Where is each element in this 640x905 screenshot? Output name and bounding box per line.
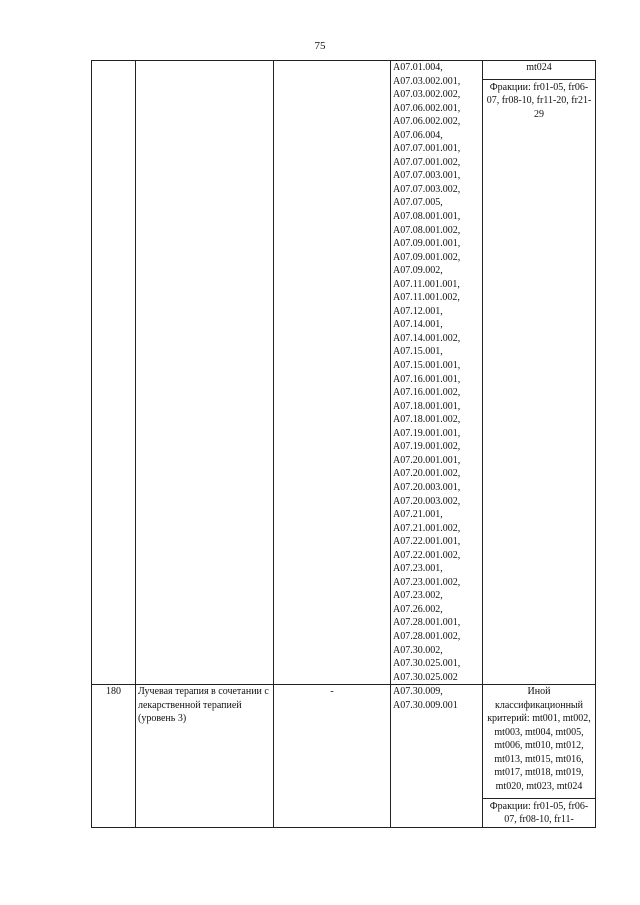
code-line: A07.22.001.001, bbox=[393, 536, 461, 548]
page-number: 75 bbox=[314, 40, 326, 52]
code-line: A07.06.004, bbox=[393, 129, 443, 141]
code-line: A07.15.001.001, bbox=[393, 360, 461, 372]
code-line: A07.23.001.002, bbox=[393, 576, 461, 588]
code-line: A07.09.001.002, bbox=[393, 251, 461, 263]
code-line: A07.08.001.001, bbox=[393, 211, 461, 223]
row-mnn: - bbox=[274, 685, 391, 827]
code-line: A07.21.001.002, bbox=[393, 522, 461, 534]
code-line: A07.20.003.002, bbox=[393, 495, 461, 507]
code-line: A07.06.002.002, bbox=[393, 116, 461, 128]
code-line: A07.18.001.001, bbox=[393, 400, 461, 412]
code-line: A07.03.002.001, bbox=[393, 75, 461, 87]
code-line: A07.19.001.002, bbox=[393, 441, 461, 453]
code-line: A07.28.001.002, bbox=[393, 630, 461, 642]
code-line: A07.30.009, bbox=[393, 686, 443, 698]
code-line: A07.09.001.001, bbox=[393, 238, 461, 250]
code-line: A07.20.001.002, bbox=[393, 468, 461, 480]
code-line: A07.14.001, bbox=[393, 319, 443, 331]
code-line: A07.20.001.001, bbox=[393, 454, 461, 466]
row-name: Лучевая терапия в сочетании с лекарственной терапией (уровень 3) bbox=[136, 685, 274, 827]
criteria-fractions: Фракции: fr01-05, fr06-07, fr08-10, fr11-20, fr21-29 bbox=[483, 79, 595, 122]
code-line: A07.23.001, bbox=[393, 563, 443, 575]
code-line: A07.28.001.001, bbox=[393, 617, 461, 629]
code-line: A07.23.002, bbox=[393, 590, 443, 602]
code-line: A07.15.001, bbox=[393, 346, 443, 358]
code-line: A07.16.001.002, bbox=[393, 387, 461, 399]
row-criteria bbox=[483, 685, 596, 827]
code-line: A07.07.003.001, bbox=[393, 170, 461, 182]
code-line: A07.03.002.002, bbox=[393, 89, 461, 101]
table-row bbox=[92, 61, 596, 685]
criteria-main: Иной классификационный критерий: mt001, mt002, mt003, mt004, mt005, mt006, mt010, mt012, mt013, mt015, mt016, mt017, mt018, mt019, mt020, mt023, mt024 bbox=[487, 686, 591, 792]
code-line: A07.07.001.001, bbox=[393, 143, 461, 155]
code-line: A07.06.002.001, bbox=[393, 102, 461, 114]
table-row bbox=[92, 685, 596, 827]
code-line: A07.01.004, bbox=[393, 62, 443, 73]
code-line: A07.30.025.001, bbox=[393, 658, 461, 670]
code-line: A07.11.001.002, bbox=[393, 292, 460, 304]
row-number: 180 bbox=[92, 685, 136, 827]
code-line: A07.18.001.002, bbox=[393, 414, 461, 426]
code-line: A07.07.003.002, bbox=[393, 183, 461, 195]
criteria-main: mt024 bbox=[526, 62, 552, 73]
code-line: A07.26.002, bbox=[393, 603, 443, 615]
code-line: A07.22.001.002, bbox=[393, 549, 461, 561]
code-line: A07.07.001.002, bbox=[393, 156, 461, 168]
code-line: A07.11.001.001, bbox=[393, 278, 460, 290]
code-line: A07.07.005, bbox=[393, 197, 443, 209]
tariff-table bbox=[91, 60, 596, 828]
row-mnn bbox=[274, 61, 391, 685]
code-line: A07.30.002, bbox=[393, 644, 443, 656]
row-name bbox=[136, 61, 274, 685]
row-criteria bbox=[483, 61, 596, 685]
code-line: A07.30.009.001 bbox=[393, 699, 458, 711]
row-number bbox=[92, 61, 136, 685]
code-line: A07.16.001.001, bbox=[393, 373, 461, 385]
code-line: A07.09.002, bbox=[393, 265, 443, 277]
row-codes bbox=[391, 685, 483, 827]
code-line: A07.19.001.001, bbox=[393, 427, 461, 439]
code-line: A07.21.001, bbox=[393, 509, 443, 521]
code-line: A07.12.001, bbox=[393, 305, 443, 317]
code-line: A07.30.025.002 bbox=[393, 671, 458, 683]
criteria-fractions: Фракции: fr01-05, fr06-07, fr08-10, fr11- bbox=[483, 798, 595, 827]
code-line: A07.08.001.002, bbox=[393, 224, 461, 236]
code-line: A07.14.001.002, bbox=[393, 332, 461, 344]
row-codes bbox=[391, 61, 483, 685]
code-line: A07.20.003.001, bbox=[393, 481, 461, 493]
